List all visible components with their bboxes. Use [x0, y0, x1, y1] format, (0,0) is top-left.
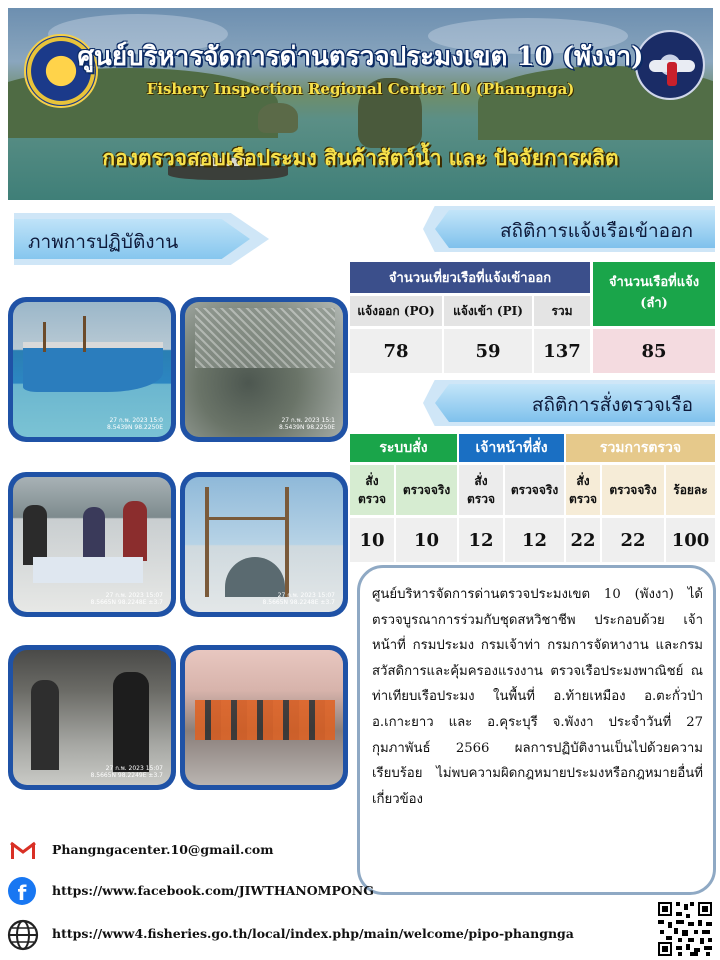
value-total-ordered: 22 — [566, 518, 600, 562]
value-total-actual: 22 — [602, 518, 664, 562]
operation-photo — [8, 472, 176, 617]
value-system-actual: 10 — [396, 518, 457, 562]
header-total: รวมการตรวจ — [566, 434, 715, 462]
page-subtitle: กองตรวจสอบเรือประมง สินค้าสัตว์น้ำ และ ปัจจัยการผลิต — [102, 145, 619, 170]
operation-photo — [8, 297, 176, 442]
value-system-ordered: 10 — [350, 518, 394, 562]
section-notify-stats-label: สถิติการแจ้งเรือเข้าออก — [499, 220, 693, 242]
facebook-contact[interactable] — [52, 883, 374, 898]
description-box — [357, 565, 716, 895]
website-link[interactable]: https://www4.fisheries.go.th/local/index.php/main/welcome/pipo-phangnga — [52, 926, 574, 941]
section-operations — [14, 213, 269, 265]
qr-code — [656, 900, 714, 958]
value-total: 137 — [534, 329, 590, 373]
value-percent: 100 — [666, 518, 715, 562]
operation-photo — [180, 472, 348, 617]
header-boats: จำนวนเรือที่แจ้ง (ลำ) — [593, 262, 715, 326]
section-notify-stats — [423, 206, 715, 252]
photo-timestamp: 27 ก.พ. 2023 15:07 8.5665N 98.2248E ±3.7 — [90, 591, 163, 606]
photo-timestamp: 27 ก.พ. 2023 15:0 8.5439N 98.2250E — [107, 416, 163, 431]
facebook-icon: f — [8, 877, 36, 905]
facebook-link[interactable]: https://www.facebook.com/JIWTHANOMPONG — [52, 883, 374, 898]
photo-timestamp: 27 ก.พ. 2023 15:07 8.5665N 98.2249E ±3.7 — [90, 764, 163, 779]
header-banner — [8, 8, 713, 200]
page-title-english: Fishery Inspection Regional Center 10 (Phangnga) — [146, 80, 575, 98]
value-officer-actual: 12 — [505, 518, 564, 562]
section-operations-label: ภาพการปฏิบัติงาน — [28, 231, 179, 253]
section-inspect-stats — [423, 380, 715, 426]
section-inspect-stats-label: สถิติการสั่งตรวจเรือ — [531, 394, 693, 416]
col-percent: ร้อยละ — [666, 465, 715, 515]
photo-timestamp: 27 ก.พ. 2023 15:1 8.5439N 98.2250E — [279, 416, 335, 431]
gmail-icon — [10, 840, 36, 860]
header-officer: เจ้าหน้าที่สั่ง — [459, 434, 564, 462]
inspect-stats-table — [350, 434, 715, 562]
email-contact[interactable] — [52, 842, 274, 857]
operation-photo — [8, 645, 176, 790]
col-total-actual: ตรวจจริง — [602, 465, 664, 515]
col-officer-ordered: สั่ง ตรวจ — [459, 465, 503, 515]
value-pi: 59 — [444, 329, 532, 373]
header-system: ระบบสั่ง — [350, 434, 457, 462]
col-system-actual: ตรวจจริง — [396, 465, 457, 515]
operation-photo — [180, 297, 348, 442]
operation-photo — [180, 645, 348, 790]
photo-timestamp: 27 ก.พ. 2023 15:07 8.5665N 98.2248E ±3.7 — [262, 591, 335, 606]
notify-stats-table — [350, 262, 715, 373]
value-officer-ordered: 12 — [459, 518, 503, 562]
page-title: ศูนย์บริหารจัดการด่านตรวจประมงเขต 10 (พังงา) — [77, 42, 644, 72]
col-po: แจ้งออก (PO) — [350, 296, 442, 326]
value-po: 78 — [350, 329, 442, 373]
description-text: ศูนย์บริหารจัดการด่านตรวจประมงเขต 10 (พังงา) ได้ตรวจบูรณาการร่วมกับชุดสหวิชาชีพ ประกอบด้วย เจ้าหน้าที่ กรมประมง กรมเจ้าท่า กรมการจัดหางาน และกรมสวัสดิการและคุ้มครองแรงงาน ตรวจเรือประมงพาณิชย์ ณ ท่าเทียบเรือประมง ในพื้นที่ อ.ท้ายเหมือง อ.ตะกั่วป่า อ.เกาะยาว และ อ.คุระบุรี จ.พังงา ประจำวันที่ 27 กุมภาพันธ์ 2566 ผลการปฏิบัติงานเป็นไปด้วยความเรียบร้อย ไม่พบความผิดกฎหมายประมงหรือกฎหมายอื่นที่เกี่ยวข้อง — [372, 587, 703, 807]
col-officer-actual: ตรวจจริง — [505, 465, 564, 515]
rock-island — [258, 103, 298, 133]
website-contact[interactable] — [52, 926, 574, 941]
col-system-ordered: สั่ง ตรวจ — [350, 465, 394, 515]
globe-icon — [6, 918, 40, 952]
email-text[interactable]: Phangngacenter.10@gmail.com — [52, 842, 274, 857]
value-boats: 85 — [593, 329, 715, 373]
col-total-ordered: สั่ง ตรวจ — [566, 465, 600, 515]
col-pi: แจ้งเข้า (PI) — [444, 296, 532, 326]
header-trips: จำนวนเที่ยวเรือที่แจ้งเข้าออก — [350, 262, 590, 293]
col-total: รวม — [534, 296, 590, 326]
